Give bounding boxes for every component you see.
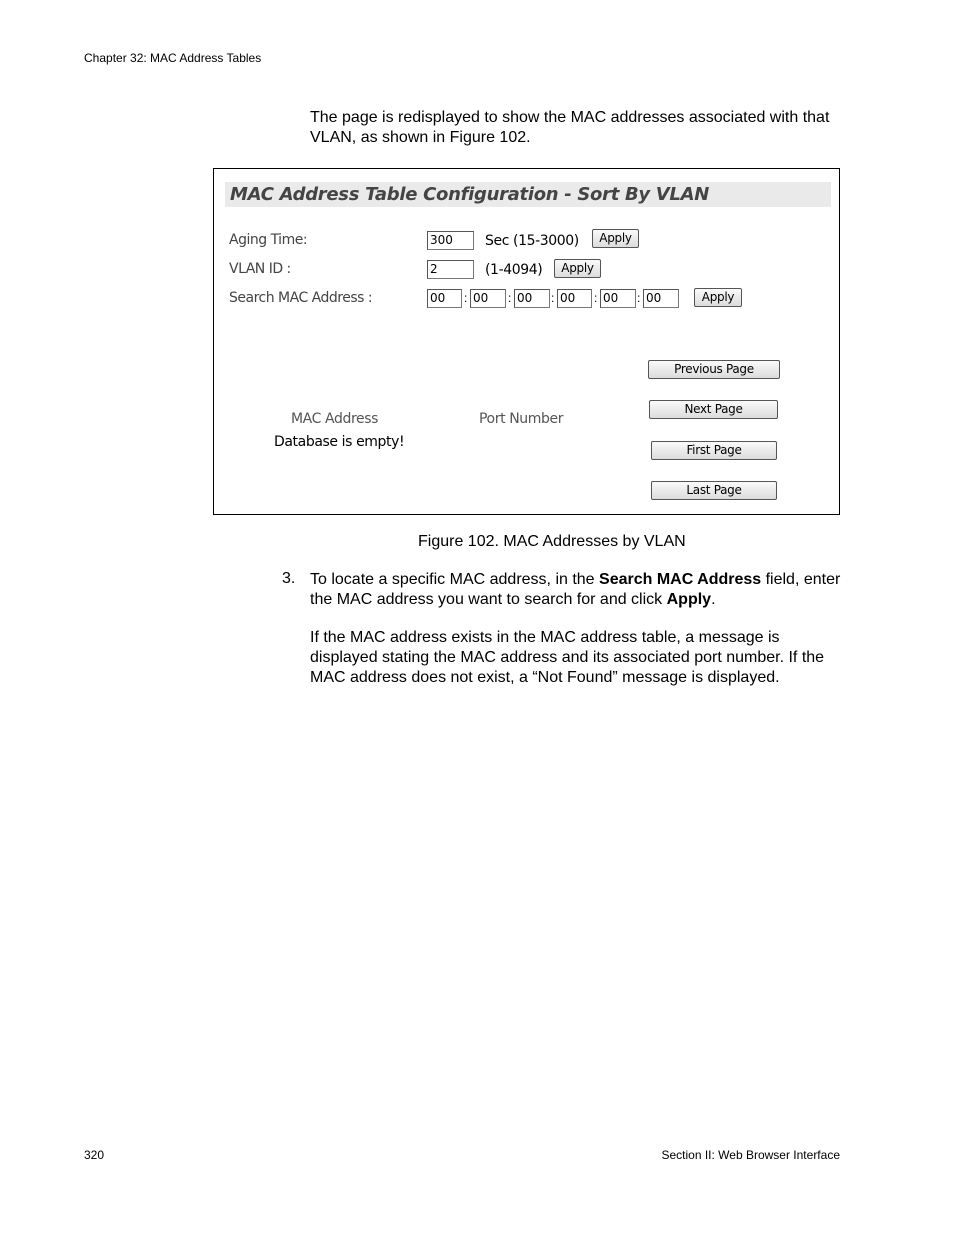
- aging-apply-button[interactable]: Apply: [592, 229, 639, 248]
- mac-octet-5-input[interactable]: 00: [600, 289, 636, 308]
- mac-separator: :: [508, 291, 512, 305]
- mac-octet-3-input[interactable]: 00: [514, 289, 550, 308]
- aging-time-input[interactable]: 300: [427, 231, 474, 250]
- figure-caption: Figure 102. MAC Addresses by VLAN: [418, 533, 686, 550]
- port-number-column-header: Port Number: [479, 411, 564, 427]
- figure-screenshot: [213, 168, 840, 515]
- followup-paragraph: If the MAC address exists in the MAC address table, a message is displayed stating the MAC address and its associated port number. If the MAC address does not exist, a “Not Found” message is displayed.: [310, 629, 825, 686]
- step-3-bold-apply: Apply: [666, 591, 712, 608]
- vlan-apply-button[interactable]: Apply: [554, 259, 601, 278]
- empty-database-message: Database is empty!: [274, 434, 405, 450]
- step-3-text: To locate a specific MAC address, in the: [310, 571, 600, 588]
- mac-separator: :: [464, 291, 468, 305]
- search-mac-label: Search MAC Address :: [229, 290, 373, 306]
- aging-time-range: Sec (15-3000): [485, 233, 579, 249]
- aging-time-label: Aging Time:: [229, 232, 308, 248]
- step-3-bold-field: Search MAC Address: [599, 571, 762, 588]
- vlan-id-label: VLAN ID :: [229, 261, 291, 277]
- step-number: 3.: [282, 570, 296, 587]
- step-3-paragraph: [310, 570, 845, 610]
- vlan-id-range: (1-4094): [485, 262, 543, 278]
- mac-separator: :: [551, 291, 555, 305]
- previous-page-button[interactable]: Previous Page: [648, 360, 780, 379]
- search-apply-button[interactable]: Apply: [694, 288, 742, 307]
- last-page-button[interactable]: Last Page: [651, 481, 777, 500]
- first-page-button[interactable]: First Page: [651, 441, 777, 460]
- running-header: Chapter 32: MAC Address Tables: [84, 51, 262, 65]
- section-footer: Section II: Web Browser Interface: [661, 1148, 840, 1162]
- mac-octet-6-input[interactable]: 00: [643, 289, 679, 308]
- mac-address-column-header: MAC Address: [291, 411, 378, 427]
- page-number: 320: [84, 1148, 105, 1162]
- figure-title-bar: [225, 182, 831, 207]
- intro-paragraph: The page is redisplayed to show the MAC addresses associated with that VLAN, as shown in Figure 102.: [310, 109, 830, 146]
- vlan-id-input[interactable]: 2: [427, 260, 474, 279]
- step-3-text: .: [711, 591, 716, 608]
- figure-title: MAC Address Table Configuration - Sort By VLAN: [230, 184, 709, 205]
- mac-separator: :: [594, 291, 598, 305]
- step-3-text: field, enter the MAC address you want to search for and click: [310, 571, 841, 608]
- mac-octet-4-input[interactable]: 00: [557, 289, 592, 308]
- next-page-button[interactable]: Next Page: [649, 400, 778, 419]
- mac-octet-1-input[interactable]: 00: [427, 289, 462, 308]
- mac-octet-2-input[interactable]: 00: [470, 289, 506, 308]
- mac-separator: :: [637, 291, 641, 305]
